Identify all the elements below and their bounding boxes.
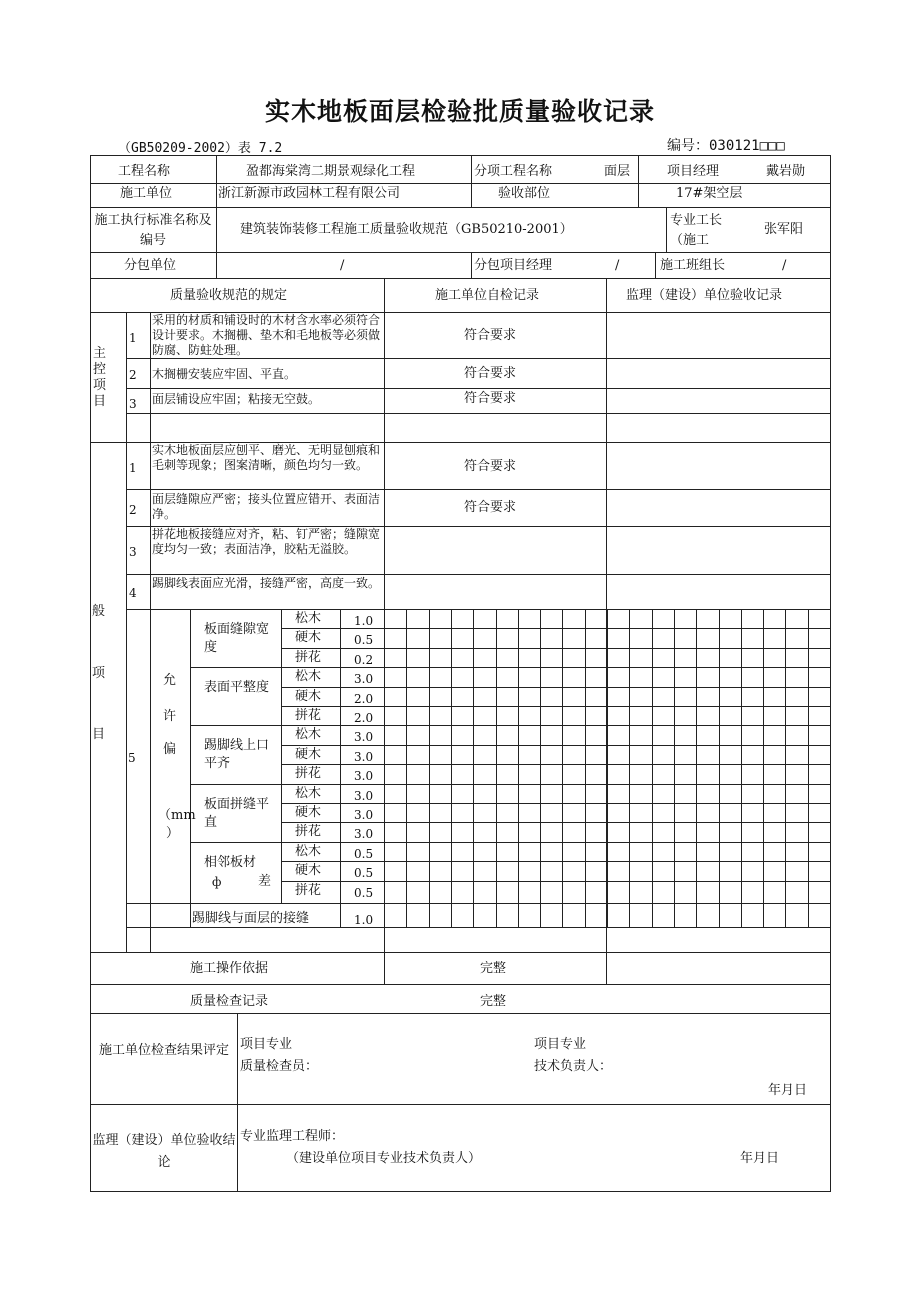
subcontractor-label: 分包单位 — [124, 258, 177, 273]
tolerance-group-name: 相邻板材 — [204, 855, 257, 870]
tolerance-group-name: 板面缝隙宽度 — [204, 622, 270, 655]
general-item-1-result: 符合要求 — [464, 459, 517, 474]
tolerance-group-name: 板面拼缝平直 — [204, 797, 270, 830]
baseboard-joint-value: 1.0 — [354, 913, 374, 927]
supervision-engineer: 专业监理工程师： — [240, 1129, 345, 1144]
manager: 戴岩勋 — [766, 164, 806, 179]
foreman: 张军阳 — [764, 222, 804, 237]
general-item-2-result: 符合要求 — [464, 500, 517, 515]
acceptance-part: 17#架空层 — [676, 186, 743, 201]
quality-record-label: 质量检查记录 — [190, 994, 269, 1009]
general-item-1-text: 实木地板面层应刨平、磨光、无明显刨痕和毛刺等现象；图案清晰，颜色均匀一致。 — [152, 443, 381, 472]
tolerance-wood-type: 硬木 — [295, 863, 322, 878]
tolerance-wood-type: 拼花 — [295, 650, 322, 665]
tolerance-value: 1.0 — [354, 614, 374, 628]
tolerance-value: 3.0 — [354, 730, 374, 744]
tolerance-group-name: 表面平整度 — [204, 680, 270, 695]
tolerance-wood-type: 拼花 — [295, 708, 322, 723]
tolerance-wood-type: 松木 — [295, 844, 322, 859]
general-label-2: 项 — [92, 666, 106, 681]
col-self-check-header: 施工单位自检记录 — [435, 288, 540, 303]
baseboard-joint-name: 踢脚线与面层的接缝 — [192, 911, 310, 926]
supervision-date: 年月日 — [740, 1151, 780, 1166]
general-item-1-no: 1 — [129, 461, 137, 475]
general-item-3-no: 3 — [129, 545, 137, 559]
tolerance-label-5: ） — [166, 826, 180, 841]
main-item-1-no: 1 — [129, 331, 137, 345]
col-supervision-header: 监理（建设）单位验收记录 — [626, 288, 783, 303]
tolerance-value: 3.0 — [354, 769, 374, 783]
tolerance-group-name-part: 差 — [258, 874, 272, 889]
tolerance-wood-type: 拼花 — [295, 883, 322, 898]
inspector-line-2: 质量检查员： — [240, 1059, 319, 1074]
standard-reference: （GB50209-2002）表 7.2 — [118, 141, 283, 156]
general-item-3-text: 拼花地板接缝应对齐，粘、钉严密；缝隙宽度均匀一致；表面洁净，胶粘无溢胶。 — [152, 527, 381, 556]
quality-record-value: 完整 — [480, 994, 507, 1009]
project-name: 盈都海棠湾二期景观绿化工程 — [246, 164, 416, 179]
tech-line-1: 项目专业 — [534, 1037, 587, 1052]
construction-unit-label: 施工单位 — [120, 186, 173, 201]
tech-line-2: 技术负责人： — [534, 1059, 613, 1074]
tolerance-value: 3.0 — [354, 808, 374, 822]
foreman-label: 专业工长（施工 — [670, 213, 723, 248]
operation-basis-label: 施工操作依据 — [190, 961, 269, 976]
tolerance-label-4: （mm — [158, 808, 196, 823]
main-item-2-result: 符合要求 — [464, 366, 517, 381]
sub-project-label: 分项工程名称 — [474, 164, 553, 179]
tolerance-value: 3.0 — [354, 789, 374, 803]
tolerance-value: 2.0 — [354, 711, 374, 725]
tolerance-wood-type: 硬木 — [295, 689, 322, 704]
general-item-4-text: 踢脚线表面应光滑，接缝严密，高度一致。 — [152, 576, 381, 590]
construction-unit: 浙江新源市政园林工程有限公司 — [218, 186, 401, 201]
subcontractor: / — [340, 258, 345, 273]
tolerance-value: 0.5 — [354, 847, 374, 861]
main-item-2-no: 2 — [129, 368, 137, 382]
tolerance-item-no: 5 — [128, 751, 136, 765]
page-title: 实木地板面层检验批质量验收记录 — [264, 97, 655, 126]
general-item-4-no: 4 — [129, 586, 137, 600]
team-leader-label: 施工班组长 — [660, 258, 726, 273]
tolerance-wood-type: 松木 — [295, 611, 322, 626]
tolerance-wood-type: 硬木 — [295, 805, 322, 820]
construction-date: 年月日 — [768, 1083, 808, 1098]
main-item-1-text: 采用的材质和铺设时的木材含水率必须符合设计要求。木搁栅、垫木和毛地板等必须做防腐、防蛀处理。 — [152, 313, 381, 357]
tolerance-value: 2.0 — [354, 692, 374, 706]
standard-value: 建筑装饰装修工程施工质量验收规范（GB50210-2001） — [240, 222, 573, 237]
tolerance-wood-type: 松木 — [295, 786, 322, 801]
inspector-line-1: 项目专业 — [240, 1037, 293, 1052]
tolerance-group-name-part: ф — [212, 875, 222, 889]
sub-manager: / — [615, 258, 620, 273]
tolerance-label-1: 允 — [163, 673, 177, 688]
general-item-2-text: 面层缝隙应严密；接头位置应错开、表面洁净。 — [152, 492, 381, 521]
tolerance-wood-type: 松木 — [295, 669, 322, 684]
tolerance-wood-type: 拼花 — [295, 824, 322, 839]
col-spec-header: 质量验收规范的规定 — [170, 288, 288, 303]
owner-tech-lead: （建设单位项目专业技术负责人） — [286, 1151, 482, 1166]
main-item-3-result: 符合要求 — [464, 391, 517, 406]
main-item-1-result: 符合要求 — [464, 328, 517, 343]
tolerance-value: 3.0 — [354, 672, 374, 686]
supervision-conclusion-label: 监理（建设）单位验收结论 — [92, 1133, 236, 1170]
tolerance-wood-type: 硬木 — [295, 630, 322, 645]
tolerance-label-2: 许 — [163, 709, 177, 724]
tolerance-label-3: 偏 — [163, 742, 177, 757]
operation-basis-value: 完整 — [480, 961, 507, 976]
tolerance-value: 3.0 — [354, 827, 374, 841]
team-leader: / — [782, 258, 787, 273]
main-item-2-text: 木搁栅安装应牢固、平直。 — [152, 367, 297, 381]
tolerance-value: 0.5 — [354, 866, 374, 880]
tolerance-wood-type: 硬木 — [295, 747, 322, 762]
sub-project: 面层 — [604, 164, 631, 179]
tolerance-value: 0.2 — [354, 653, 374, 667]
acceptance-part-label: 验收部位 — [498, 186, 551, 201]
tolerance-wood-type: 拼花 — [295, 766, 322, 781]
construction-result-label: 施工单位检查结果评定 — [98, 1043, 229, 1058]
sub-manager-label: 分包项目经理 — [474, 258, 553, 273]
main-control-label: 主控项目 — [93, 346, 107, 409]
general-item-2-no: 2 — [129, 503, 137, 517]
tolerance-value: 3.0 — [354, 750, 374, 764]
tolerance-value: 0.5 — [354, 633, 374, 647]
project-name-label: 工程名称 — [118, 164, 171, 179]
general-label-3: 目 — [92, 727, 106, 742]
tolerance-value: 0.5 — [354, 886, 374, 900]
main-item-3-text: 面层铺设应牢固；粘接无空鼓。 — [152, 392, 321, 406]
general-label-1: 般 — [92, 604, 106, 619]
tolerance-group-name: 踢脚线上口平齐 — [204, 738, 270, 771]
record-number: 编号：030121□□□ — [667, 138, 785, 154]
main-item-3-no: 3 — [129, 397, 137, 411]
manager-label: 项目经理 — [667, 164, 720, 179]
tolerance-wood-type: 松木 — [295, 727, 322, 742]
standard-label: 施工执行标准名称及编号 — [94, 213, 212, 248]
